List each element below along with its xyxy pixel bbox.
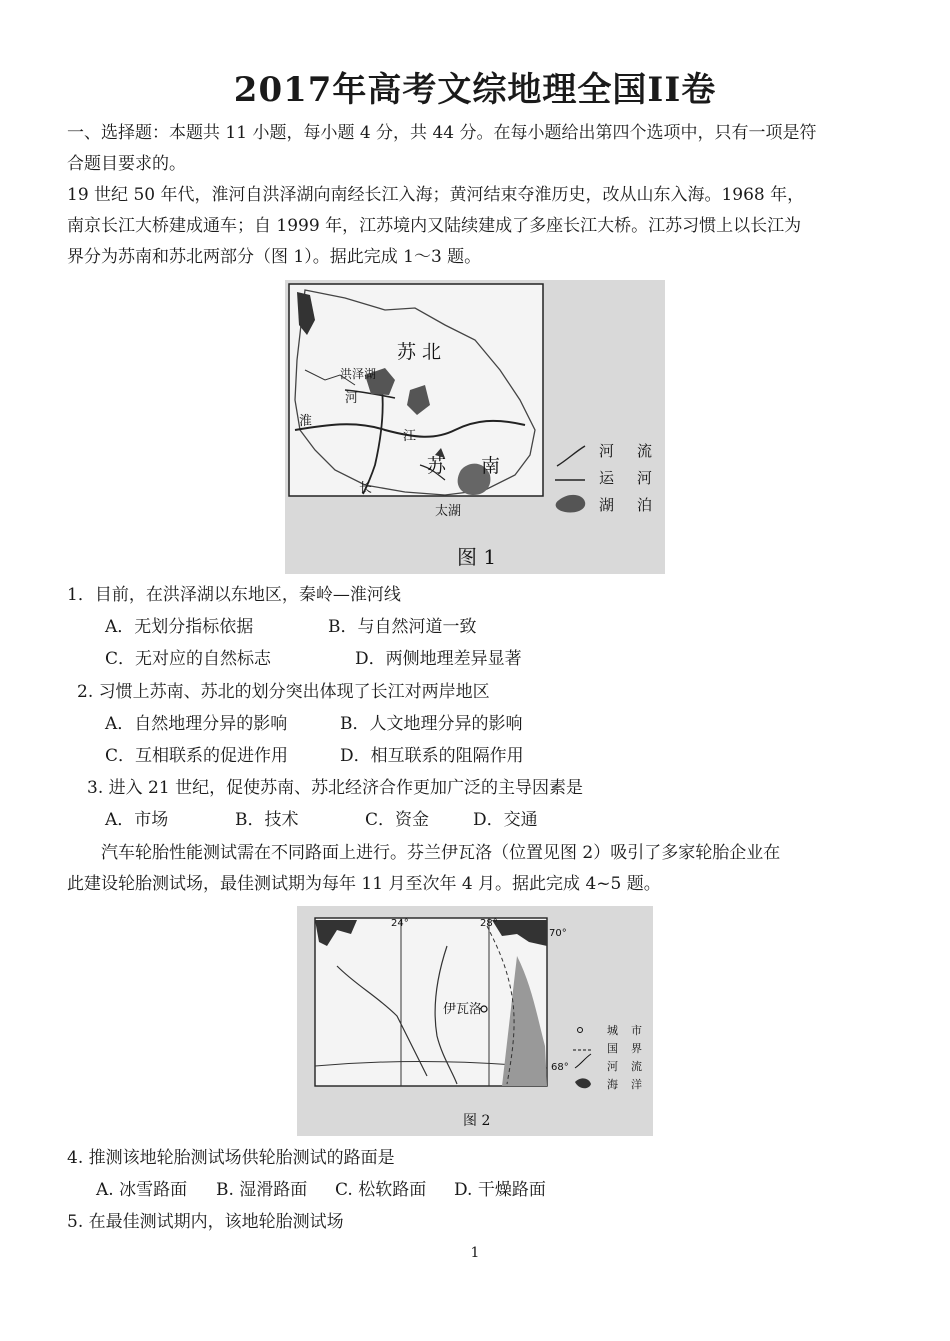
q1-stem: 1．目前，在洪泽湖以东地区，秦岭—淮河线 bbox=[67, 585, 401, 605]
q2-option-c: C．互相联系的促进作用 bbox=[105, 746, 289, 766]
q4-option-d: D. 干燥路面 bbox=[454, 1180, 546, 1200]
passage1-line-1: 19 世纪 50 年代，淮河自洪泽湖向南经长江入海；黄河结束夺淮历史，改从山东入海。1968 年， bbox=[67, 185, 805, 205]
label-lat-68: 68° bbox=[551, 1062, 569, 1073]
legend-lake-b: 泊 bbox=[637, 496, 653, 514]
label-hongze-lake: 洪泽湖 bbox=[340, 367, 377, 381]
figure-2-caption: 图 2 bbox=[463, 1113, 491, 1129]
label-sunan-su: 苏 bbox=[427, 455, 447, 477]
legend-border-a: 国 bbox=[607, 1042, 618, 1055]
section-intro-line-1: 一、选择题：本题共 11 小题，每小题 4 分，共 44 分。在每小题给出第四个选项中，只有一项是符 bbox=[67, 123, 817, 143]
q4-stem: 4. 推测该地轮胎测试场供轮胎测试的路面是 bbox=[67, 1148, 395, 1168]
label-lon-28: 28° bbox=[480, 918, 498, 929]
q1-option-a: A．无划分指标依据 bbox=[105, 617, 254, 637]
q3-option-a: A．市场 bbox=[105, 810, 169, 830]
q2-stem: 2. 习惯上苏南、苏北的划分突出体现了长江对两岸地区 bbox=[77, 682, 490, 702]
label-sunan-nan: 南 bbox=[481, 455, 501, 477]
figure-2-map bbox=[297, 906, 653, 1136]
legend-river-symbol bbox=[557, 446, 585, 466]
q1-option-b: B．与自然河道一致 bbox=[328, 617, 477, 637]
label-lat-70: 70° bbox=[549, 928, 567, 939]
label-lon-24: 24° bbox=[391, 918, 409, 929]
label-ivalo: 伊瓦洛 bbox=[443, 1002, 483, 1017]
q3-option-b: B．技术 bbox=[235, 810, 299, 830]
q3-stem: 3. 进入 21 世纪，促使苏南、苏北经济合作更加广泛的主导因素是 bbox=[87, 778, 584, 798]
legend-river-b: 流 bbox=[631, 1060, 642, 1073]
page-number: 1 bbox=[470, 1245, 480, 1261]
figure-1-map bbox=[285, 280, 665, 574]
legend-city-b: 市 bbox=[631, 1024, 642, 1037]
figure-1-caption: 图 1 bbox=[457, 545, 497, 569]
legend-lake-symbol bbox=[556, 495, 586, 513]
label-he: 河 bbox=[345, 391, 359, 406]
legend-border-b: 界 bbox=[631, 1042, 642, 1055]
q4-option-c: C. 松软路面 bbox=[335, 1180, 427, 1200]
passage2-line-1: 汽车轮胎性能测试需在不同路面上进行。芬兰伊瓦洛（位置见图 2）吸引了多家轮胎企业在 bbox=[101, 843, 781, 863]
legend-lake-a: 湖 bbox=[599, 496, 615, 514]
q1-option-c: C．无对应的自然标志 bbox=[105, 649, 272, 669]
legend-river-a: 河 bbox=[599, 442, 615, 460]
legend-sea-b: 洋 bbox=[631, 1078, 642, 1091]
q4-option-a: A. 冰雪路面 bbox=[96, 1180, 188, 1200]
legend-canal-a: 运 bbox=[599, 469, 615, 487]
section-intro-line-2: 合题目要求的。 bbox=[67, 154, 186, 174]
q3-option-d: D．交通 bbox=[473, 810, 538, 830]
q2-option-b: B．人文地理分异的影响 bbox=[340, 714, 523, 734]
legend-sea-a: 海 bbox=[607, 1078, 618, 1091]
label-subei: 苏 北 bbox=[397, 341, 442, 363]
legend-canal-b: 河 bbox=[637, 469, 653, 487]
legend-river-symbol bbox=[575, 1054, 591, 1068]
passage1-line-3: 界分为苏南和苏北两部分（图 1）。据此完成 1～3 题。 bbox=[67, 247, 482, 267]
q5-stem: 5. 在最佳测试期内，该地轮胎测试场 bbox=[67, 1212, 344, 1232]
passage1-line-2: 南京长江大桥建成通车；自 1999 年，江苏境内又陆续建成了多座长江大桥。江苏习惯上以长江为 bbox=[67, 216, 802, 236]
label-jiang: 江 bbox=[403, 429, 417, 444]
q2-option-a: A．自然地理分异的影响 bbox=[105, 714, 288, 734]
label-huai: 淮 bbox=[299, 414, 313, 429]
legend-sea-symbol bbox=[575, 1078, 591, 1088]
q2-option-d: D．相互联系的阻隔作用 bbox=[340, 746, 524, 766]
q3-option-c: C．资金 bbox=[365, 810, 430, 830]
q1-option-d: D．两侧地理差异显著 bbox=[355, 649, 522, 669]
passage2-line-2: 此建设轮胎测试场，最佳测试期为每年 11 月至次年 4 月。据此完成 4~5 题。 bbox=[67, 874, 661, 894]
legend-river-a: 河 bbox=[607, 1060, 618, 1073]
legend-city-symbol bbox=[578, 1028, 583, 1033]
label-chang: 长 bbox=[359, 481, 373, 496]
page-title: 2017年高考文综地理全国II卷 bbox=[233, 70, 717, 110]
legend-city-a: 城 bbox=[607, 1024, 618, 1037]
legend-river-b: 流 bbox=[637, 442, 653, 460]
q4-option-b: B. 湿滑路面 bbox=[216, 1180, 308, 1200]
label-taihu: 太湖 bbox=[435, 504, 462, 519]
